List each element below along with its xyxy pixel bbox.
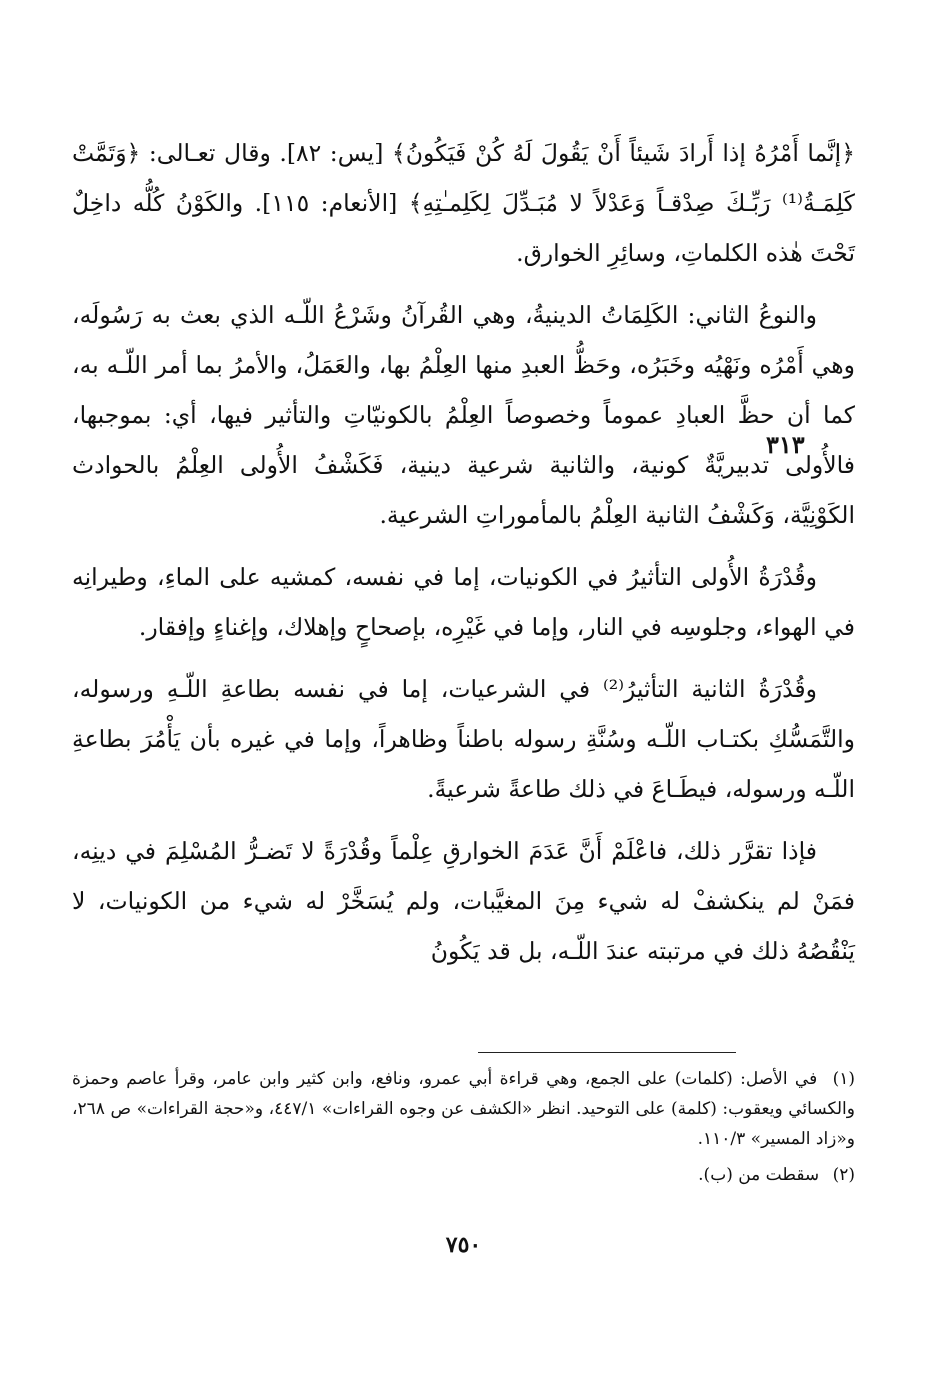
paragraph-3: وقُدْرَةُ الأُولى التأثيرُ في الكونيات، إما في نفسه، كمشيه على الماءِ، وطيرانِه في الهواء، وجلوسِه في النار، وإما في غَيْرِه، بإصحاحٍ وإهلاك، وإغناءٍ وإفقار. — [72, 563, 855, 641]
footnote-number: (١) — [832, 1069, 856, 1089]
footnote-text: سقطت من (ب). — [698, 1165, 820, 1185]
paragraph-1: ﴿إنَّما أَمْرُهُ إذا أَرادَ شَيئاً أَنْ يَقُولَ لَهُ كُنْ فَيَكُونُ﴾ [يس: ٨٢]. وقال تعـالى: ﴿وَتَمَّتْ كَلِمَـةُ⁽¹⁾ رَبِّـكَ صِدْقـاً وَعَدْلاً لا مُبَـدِّلَ لِكَلِمـٰتِهِ﴾ [الأنعام: ١١٥]. والكَوْنُ كُلُّه داخِلٌ تَحْتَ هٰذه الكلماتِ، وسائِرِ الخوارق. — [72, 139, 855, 267]
footnote-1 — [72, 1064, 855, 1154]
marginal-number: ٣١٣ — [766, 430, 805, 459]
paragraph-2: والنوعُ الثاني: الكَلِمَاتُ الدينيةُ، وهي القُرآنُ وشَرْعُ اللّـه الذي بعث به رَسُولَه، وهي أَمْرُه ونَهْيُه وخَبَرُه، وحَظُّ العبدِ منها العِلْمُ بها، والعَمَلُ، والأمرُ بما أمر اللّـه به، كما أن حظَّ العبادِ عموماً وخصوصاً العِلْمُ بالكونيّاتِ والتأثير فيها، أي: بموجبها، فالأُولى تدبيريَّةٌ كونية، والثانية شرعية دينية، فَكَشْفُ الأُولى العِلْمُ بالحوادث الكَوْنِيَّة، وَكَشْفُ الثانية العِلْمُ بالمأموراتِ الشرعية. — [72, 301, 855, 529]
paragraph-4: وقُدْرَةُ الثانية التأثيرُ⁽²⁾ في الشرعيات، إما في نفسه بطاعةِ اللّـهِ ورسوله، والتَّمَسُّكِ بكتـاب اللّـه وسُنَّةِ رسوله باطناً وظاهراً، وإما في غيره بأن يَأْمُرَ بطاعةِ اللّـه ورسوله، فيطَـاعَ في ذلك طاعةً شرعيةً. — [72, 675, 855, 803]
footnote-2 — [72, 1160, 855, 1190]
footnote-text: في الأصل: (كلمات) على الجمع، وهي قراءة أبي عمرو، ونافع، وابن كثير وابن عامر، وقرأ عاصم وحمزة والكسائي ويعقوب: (كلمة) على التوحيد. انظر «الكشف عن وجوه القراءات» ٤٤٧/١، و«حجة القراءات» ص ٢٦٨، و«زاد المسير» ١١٠/٣. — [72, 1069, 855, 1149]
footnote-divider — [478, 1052, 736, 1053]
main-text — [72, 128, 855, 988]
paragraph-5: فإذا تقرَّر ذلك، فاعْلَمْ أَنَّ عَدَمَ الخوارقِ عِلْماً وقُدْرَةً لا تَضـرُّ المُسْلِمَ في دينِه، فمَنْ لم ينكشفْ له شيء مِنَ المغيَّبات، ولم يُسَخَّرْ له شيء من الكونيات، لا يَنْقُصُهُ ذلك في مرتبته عندَ اللّـه، بل قد يَكُونُ — [72, 837, 855, 965]
page-number: ٧٥٠ — [445, 1232, 482, 1258]
footnote-number: (٢) — [832, 1165, 855, 1185]
footnotes — [72, 1064, 855, 1196]
